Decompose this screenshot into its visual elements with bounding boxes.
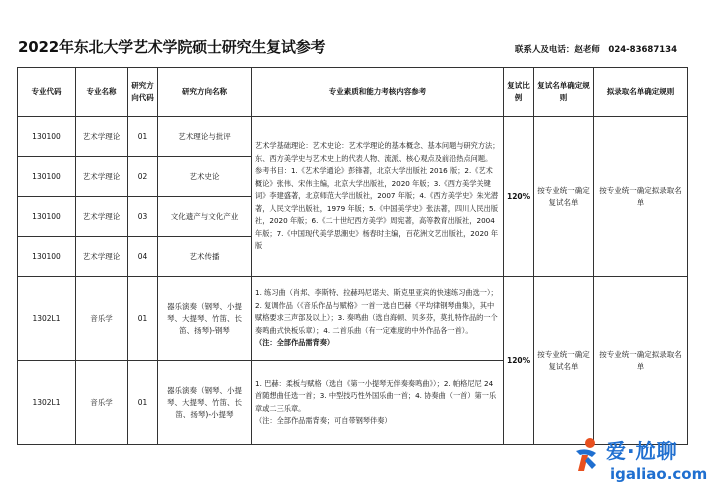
page-title: 2022年东北大学艺术学院硕士研究生复试参考 bbox=[18, 38, 326, 56]
col-header-admit-rule: 拟录取名单确定规则 bbox=[594, 68, 688, 117]
major-code: 130100 bbox=[18, 157, 76, 197]
direction-name: 器乐演奏（钢琴、小提琴、大提琴、竹笛、长笛、扬琴)-小提琴 bbox=[158, 361, 252, 445]
site-watermark bbox=[570, 433, 707, 493]
major-name: 音乐学 bbox=[76, 361, 128, 445]
direction-name: 文化遗产与文化产业 bbox=[158, 197, 252, 237]
col-header-content: 专业素质和能力考核内容参考 bbox=[252, 68, 504, 117]
major-code: 1302L1 bbox=[18, 361, 76, 445]
violin-content-cell bbox=[252, 361, 504, 445]
direction-name: 器乐演奏（钢琴、小提琴、大提琴、竹笛、长笛、扬琴)-钢琴 bbox=[158, 277, 252, 361]
direction-code: 01 bbox=[128, 361, 158, 445]
col-header-code: 专业代码 bbox=[18, 68, 76, 117]
music-retest-rule: 按专业统一确定复试名单 bbox=[534, 277, 594, 445]
col-header-dir-name: 研究方向名称 bbox=[158, 68, 252, 117]
major-code: 130100 bbox=[18, 117, 76, 157]
col-header-major: 专业名称 bbox=[76, 68, 128, 117]
art-content-books: 参考书目：1.《艺术学通论》彭锋著，北京大学出版社 2016 版；2.《艺术概论》张伟、宋伟主编，北京大学出版社，2020 年版；3.《西方美学关键词》李建盛著，北京师范大学出版社，2007 年版；4.《西方美学史》朱光潜著，人民文学出版社，1979 年版；5.《中国美学史》张法著，四川人民出版社，2020 年版；6.《二十世纪西方美学》周宪著，高等教育出版社，2004 年版；7.《中国现代美学思潮史》杨春时主编，百花洲文艺出版社，2020 年版 bbox=[255, 166, 499, 251]
direction-code: 03 bbox=[128, 197, 158, 237]
direction-code: 02 bbox=[128, 157, 158, 197]
piano-note: （注：全部作品需背奏） bbox=[255, 338, 335, 348]
contact-info: 联系人及电话：赵老师 024-83687134 bbox=[514, 45, 677, 55]
violin-content: 1. 巴赫：柔板与赋格（选自《第一小提琴无伴奏奏鸣曲》）；2. 帕格尼尼 24 首随想曲任选一首；3. 中型技巧性外国乐曲一首；4. 协奏曲（一首）第一乐章或二三乐章。 bbox=[255, 378, 497, 413]
music-ratio: 120% bbox=[504, 277, 534, 445]
retest-reference-table bbox=[17, 67, 688, 445]
table-header-row bbox=[18, 68, 688, 117]
art-content-basics: 艺术学基础理论：艺术史论：艺术学理论的基本概念、基本问题与研究方法；东、西方美学史与艺术史上的代表人物、流派、核心观点及前沿热点问题。 bbox=[255, 141, 500, 163]
art-admit-rule: 按专业统一确定拟录取名单 bbox=[594, 117, 688, 277]
watermark-brand: 爱·尬聊 bbox=[606, 439, 678, 463]
direction-code: 01 bbox=[128, 277, 158, 361]
violin-note: （注：全部作品需背奏；可自带钢琴伴奏） bbox=[255, 416, 392, 425]
piano-content-cell bbox=[252, 277, 504, 361]
major-name: 艺术学理论 bbox=[76, 197, 128, 237]
major-code: 1302L1 bbox=[18, 277, 76, 361]
major-name: 艺术学理论 bbox=[76, 237, 128, 277]
direction-name: 艺术传播 bbox=[158, 237, 252, 277]
piano-content: 1. 练习曲（肖邦、李斯特、拉赫玛尼诺夫、斯克里亚宾的快速练习曲选一）；2. 复调作品（《音乐作品与赋格》一首一选自巴赫《平均律钢琴曲集》，其中赋格要求三声部及以上）；3. 奏鸣曲（选自海顿、贝多芬，莫扎特作品的一个奏鸣曲式快板乐章）；4. 二首乐曲（有一定难度的中外作品各一首）。 bbox=[255, 288, 498, 335]
direction-code: 04 bbox=[128, 237, 158, 277]
major-code: 130100 bbox=[18, 197, 76, 237]
table-row bbox=[18, 277, 688, 361]
major-name: 艺术学理论 bbox=[76, 157, 128, 197]
col-header-retest-rule: 复试名单确定规则 bbox=[534, 68, 594, 117]
direction-code: 01 bbox=[128, 117, 158, 157]
major-name: 艺术学理论 bbox=[76, 117, 128, 157]
table-row bbox=[18, 117, 688, 157]
art-retest-rule: 按专业统一确定复试名单 bbox=[534, 117, 594, 277]
watermark-url: igaliao.com bbox=[610, 465, 707, 483]
direction-name: 艺术理论与批评 bbox=[158, 117, 252, 157]
art-ratio: 120% bbox=[504, 117, 534, 277]
major-code: 130100 bbox=[18, 237, 76, 277]
art-content-cell bbox=[252, 117, 504, 277]
col-header-dir-code: 研究方向代码 bbox=[128, 68, 158, 117]
col-header-ratio: 复试比例 bbox=[504, 68, 534, 117]
direction-name: 艺术史论 bbox=[158, 157, 252, 197]
major-name: 音乐学 bbox=[76, 277, 128, 361]
person-logo-icon bbox=[570, 437, 602, 473]
music-admit-rule: 按专业统一确定拟录取名单 bbox=[594, 277, 688, 445]
